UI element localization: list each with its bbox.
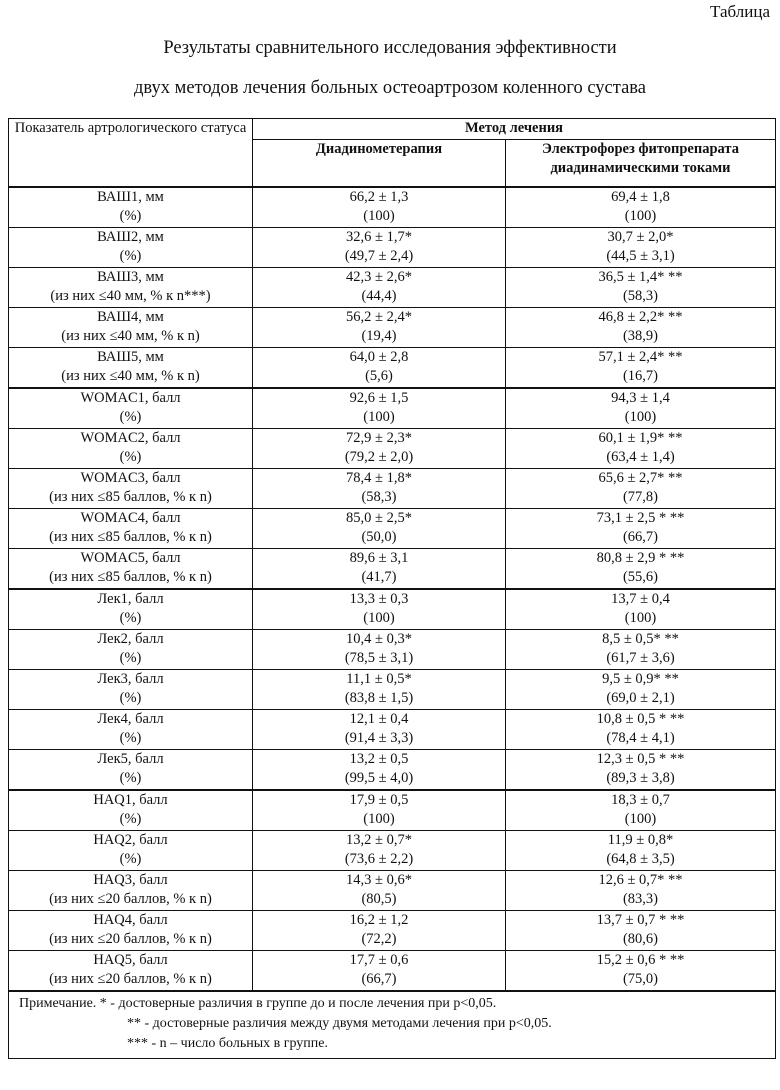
cell-value: 89,6 ± 3,1: [349, 549, 409, 566]
indicator-cell: [9, 508, 253, 548]
cell-percent: (19,4): [361, 328, 397, 344]
cell-percent: (66,7): [361, 971, 397, 987]
table-row: [9, 709, 776, 749]
diadynamometry-cell: [253, 910, 506, 950]
cell-percent: (%): [119, 610, 142, 626]
cell-percent: (99,5 ± 4,0): [344, 770, 414, 786]
cell-percent: (83,3): [622, 891, 659, 907]
indicator-cell: [9, 749, 253, 790]
cell-value: ВАШ4, мм: [97, 308, 164, 325]
cell-value: 13,2 ± 0,7*: [346, 831, 412, 848]
table-row: [9, 428, 776, 468]
indicator-cell: [9, 388, 253, 429]
cell-percent: (55,6): [622, 569, 659, 585]
cell-percent: (%): [119, 208, 142, 224]
electrophoresis-cell: [506, 307, 776, 347]
cell-value: 69,4 ± 1,8: [611, 188, 670, 205]
cell-value: 12,1 ± 0,4: [349, 710, 409, 727]
table-row: [9, 227, 776, 267]
diadynamometry-cell: [253, 669, 506, 709]
cell-value: 72,9 ± 2,3*: [346, 429, 412, 446]
cell-percent: (100): [624, 811, 657, 827]
indicator-cell: [9, 830, 253, 870]
table-row: [9, 830, 776, 870]
electrophoresis-cell: [506, 227, 776, 267]
electrophoresis-cell: [506, 589, 776, 630]
cell-percent: (66,7): [622, 529, 659, 545]
indicator-cell: [9, 227, 253, 267]
cell-value: 56,2 ± 2,4*: [346, 308, 412, 325]
indicator-cell: [9, 347, 253, 388]
results-table: [8, 118, 776, 1059]
cell-value: 36,5 ± 1,4* **: [598, 268, 683, 285]
cell-value: 57,1 ± 2,4* **: [598, 348, 683, 365]
cell-value: 13,7 ± 0,7 * **: [596, 911, 685, 928]
electrophoresis-cell: [506, 347, 776, 388]
cell-percent: (из них ≤20 баллов, % к n): [49, 931, 212, 947]
cell-value: 17,7 ± 0,6: [349, 951, 409, 968]
indicator-cell: [9, 950, 253, 991]
cell-percent: (100): [624, 610, 657, 626]
diadynamometry-cell: [253, 307, 506, 347]
cell-value: Лек5, балл: [97, 750, 164, 767]
cell-value: 30,7 ± 2,0*: [607, 228, 674, 245]
note-line-1: Примечание. * - достоверные различия в группе до и после лечения при p<0,05.: [19, 995, 497, 1011]
cell-value: 15,2 ± 0,6 * **: [596, 951, 685, 968]
cell-percent: (49,7 ± 2,4): [344, 248, 414, 264]
diadynamometry-cell: [253, 790, 506, 831]
cell-percent: (из них ≤40 мм, % к n): [61, 328, 200, 344]
cell-value: 14,3 ± 0,6*: [346, 871, 412, 888]
indicator-cell: [9, 669, 253, 709]
cell-percent: (100): [363, 811, 395, 827]
cell-percent: (83,8 ± 1,5): [344, 690, 414, 706]
cell-percent: (100): [363, 610, 395, 626]
cell-value: 32,6 ± 1,7*: [346, 228, 412, 245]
electrophoresis-cell: [506, 428, 776, 468]
electrophoresis-cell: [506, 790, 776, 831]
table-row: [9, 749, 776, 790]
cell-value: ВАШ3, мм: [97, 268, 164, 285]
cell-percent: (78,5 ± 3,1): [344, 650, 414, 666]
cell-percent: (44,4): [361, 288, 397, 304]
notes: [9, 991, 776, 1059]
cell-percent: (%): [119, 449, 142, 465]
cell-percent: (5,6): [365, 368, 393, 384]
cell-value: 12,3 ± 0,5 * **: [596, 750, 685, 767]
electrophoresis-cell: [506, 950, 776, 991]
diadynamometry-cell: [253, 267, 506, 307]
header-electrophoresis: Электрофорез фитопрепарата диадинамическими токами: [506, 139, 776, 187]
cell-value: HAQ1, балл: [93, 791, 168, 808]
diadynamometry-cell: [253, 548, 506, 589]
cell-value: HAQ4, балл: [93, 911, 168, 928]
cell-percent: (89,3 ± 3,8): [606, 770, 675, 786]
indicator-cell: [9, 870, 253, 910]
cell-value: 66,2 ± 1,3: [349, 188, 409, 205]
cell-value: 9,5 ± 0,9* **: [602, 670, 679, 687]
cell-value: 12,6 ± 0,7* **: [598, 871, 683, 888]
cell-percent: (из них ≤20 баллов, % к n): [49, 971, 212, 987]
diadynamometry-cell: [253, 830, 506, 870]
diadynamometry-cell: [253, 428, 506, 468]
cell-percent: (из них ≤40 мм, % к n***): [50, 288, 211, 304]
cell-percent: (100): [624, 208, 657, 224]
cell-value: 42,3 ± 2,6*: [346, 268, 412, 285]
diadynamometry-cell: [253, 187, 506, 228]
cell-value: HAQ2, балл: [93, 831, 168, 848]
note-row: [9, 991, 776, 1059]
cell-percent: (78,4 ± 4,1): [606, 730, 675, 746]
cell-percent: (из них ≤85 баллов, % к n): [49, 489, 212, 505]
cell-percent: (50,0): [361, 529, 397, 545]
indicator-cell: [9, 267, 253, 307]
cell-percent: (44,5 ± 3,1): [606, 248, 675, 264]
table-label: Таблица: [710, 2, 770, 21]
note-line-2: ** - достоверные различия между двумя методами лечения при p<0,05.: [127, 1015, 552, 1031]
cell-value: 11,9 ± 0,8*: [607, 831, 674, 848]
electrophoresis-cell: [506, 910, 776, 950]
cell-percent: (79,2 ± 2,0): [344, 449, 414, 465]
cell-value: 73,1 ± 2,5 * **: [596, 509, 685, 526]
electrophoresis-cell: [506, 830, 776, 870]
cell-value: 16,2 ± 1,2: [349, 911, 409, 928]
indicator-cell: [9, 790, 253, 831]
cell-percent: (100): [363, 409, 395, 425]
cell-percent: (58,3): [622, 288, 659, 304]
electrophoresis-cell: [506, 508, 776, 548]
cell-value: Лек1, балл: [97, 590, 164, 607]
table-row: [9, 468, 776, 508]
electrophoresis-cell: [506, 749, 776, 790]
cell-value: 92,6 ± 1,5: [349, 389, 409, 406]
header-method: Метод лечения: [253, 119, 776, 140]
table-row: [9, 388, 776, 429]
cell-value: 10,4 ± 0,3*: [346, 630, 412, 647]
cell-percent: (%): [119, 851, 142, 867]
cell-percent: (%): [119, 811, 142, 827]
table-row: [9, 508, 776, 548]
indicator-cell: [9, 307, 253, 347]
electrophoresis-cell: [506, 468, 776, 508]
diadynamometry-cell: [253, 950, 506, 991]
cell-value: 78,4 ± 1,8*: [346, 469, 412, 486]
cell-percent: (41,7): [361, 569, 397, 585]
table-row: [9, 910, 776, 950]
electrophoresis-cell: [506, 267, 776, 307]
cell-percent: (61,7 ± 3,6): [606, 650, 675, 666]
cell-percent: (64,8 ± 3,5): [606, 851, 675, 867]
indicator-cell: [9, 629, 253, 669]
diadynamometry-cell: [253, 227, 506, 267]
table-row: [9, 589, 776, 630]
cell-value: 46,8 ± 2,2* **: [598, 308, 683, 325]
cell-value: HAQ3, балл: [93, 871, 168, 888]
indicator-cell: [9, 468, 253, 508]
cell-percent: (75,0): [622, 971, 659, 987]
table-body: [9, 187, 776, 991]
cell-value: Лек3, балл: [97, 670, 164, 687]
diadynamometry-cell: [253, 468, 506, 508]
cell-percent: (100): [624, 409, 657, 425]
cell-percent: (80,5): [361, 891, 397, 907]
cell-percent: (38,9): [622, 328, 659, 344]
indicator-cell: [9, 548, 253, 589]
indicator-cell: [9, 709, 253, 749]
cell-percent: (из них ≤85 баллов, % к n): [49, 529, 212, 545]
table-row: [9, 790, 776, 831]
cell-value: 94,3 ± 1,4: [611, 389, 670, 406]
diadynamometry-cell: [253, 589, 506, 630]
cell-percent: (80,6): [622, 931, 659, 947]
cell-value: WOMAC3, балл: [80, 469, 181, 486]
indicator-cell: [9, 428, 253, 468]
diadynamometry-cell: [253, 870, 506, 910]
table-row: [9, 629, 776, 669]
cell-percent: (из них ≤40 мм, % к n): [61, 368, 200, 384]
cell-value: HAQ5, балл: [93, 951, 168, 968]
table-row: [9, 669, 776, 709]
cell-percent: (из них ≤20 баллов, % к n): [49, 891, 212, 907]
electrophoresis-cell: [506, 709, 776, 749]
header-indicator: Показатель артрологического статуса: [9, 119, 253, 187]
electrophoresis-cell: [506, 629, 776, 669]
diadynamometry-cell: [253, 347, 506, 388]
cell-percent: (%): [119, 409, 142, 425]
cell-value: 80,8 ± 2,9 * **: [596, 549, 685, 566]
cell-percent: (%): [119, 730, 142, 746]
cell-value: 65,6 ± 2,7* **: [598, 469, 683, 486]
indicator-cell: [9, 589, 253, 630]
cell-value: 10,8 ± 0,5 * **: [596, 710, 685, 727]
cell-percent: (58,3): [361, 489, 397, 505]
cell-value: 18,3 ± 0,7: [611, 791, 670, 808]
diadynamometry-cell: [253, 508, 506, 548]
cell-percent: (%): [119, 650, 142, 666]
cell-value: Лек4, балл: [97, 710, 164, 727]
cell-value: 85,0 ± 2,5*: [346, 509, 412, 526]
cell-value: WOMAC4, балл: [80, 509, 181, 526]
cell-percent: (72,2): [361, 931, 397, 947]
diadynamometry-cell: [253, 388, 506, 429]
cell-value: 17,9 ± 0,5: [349, 791, 409, 808]
title-line-2: двух методов лечения больных остеоартрозом коленного сустава: [134, 78, 646, 98]
cell-percent: (из них ≤85 баллов, % к n): [49, 569, 212, 585]
diadynamometry-cell: [253, 629, 506, 669]
electrophoresis-cell: [506, 870, 776, 910]
cell-value: WOMAC1, балл: [80, 389, 181, 406]
indicator-cell: [9, 910, 253, 950]
electrophoresis-cell: [506, 669, 776, 709]
cell-value: Лек2, балл: [97, 630, 164, 647]
table-row: [9, 870, 776, 910]
cell-value: ВАШ5, мм: [97, 348, 164, 365]
indicator-cell: [9, 187, 253, 228]
title-line-1: Результаты сравнительного исследования эффективности: [163, 38, 617, 58]
cell-value: 13,7 ± 0,4: [611, 590, 670, 607]
cell-percent: (%): [119, 690, 142, 706]
cell-value: WOMAC2, балл: [80, 429, 181, 446]
cell-value: 60,1 ± 1,9* **: [598, 429, 683, 446]
header-diadynamometry: Диадинометерапия: [253, 139, 506, 187]
electrophoresis-cell: [506, 187, 776, 228]
note-line-3: *** - n – число больных в группе.: [127, 1035, 328, 1051]
table-row: [9, 267, 776, 307]
cell-value: WOMAC5, балл: [80, 549, 181, 566]
cell-value: 13,2 ± 0,5: [349, 750, 409, 767]
table-row: [9, 307, 776, 347]
diadynamometry-cell: [253, 709, 506, 749]
cell-percent: (63,4 ± 1,4): [606, 449, 675, 465]
table-row: [9, 950, 776, 991]
cell-value: 8,5 ± 0,5* **: [602, 630, 679, 647]
cell-percent: (73,6 ± 2,2): [344, 851, 414, 867]
cell-value: 64,0 ± 2,8: [349, 348, 409, 365]
cell-value: 13,3 ± 0,3: [349, 590, 409, 607]
cell-value: ВАШ1, мм: [97, 188, 164, 205]
cell-percent: (91,4 ± 3,3): [344, 730, 414, 746]
electrophoresis-cell: [506, 548, 776, 589]
cell-percent: (77,8): [622, 489, 659, 505]
cell-percent: (69,0 ± 2,1): [606, 690, 675, 706]
diadynamometry-cell: [253, 749, 506, 790]
electrophoresis-cell: [506, 388, 776, 429]
cell-percent: (%): [119, 248, 142, 264]
table-row: [9, 548, 776, 589]
header-row-1: [9, 119, 776, 140]
cell-percent: (100): [363, 208, 395, 224]
cell-value: ВАШ2, мм: [97, 228, 164, 245]
cell-value: 11,1 ± 0,5*: [346, 670, 412, 687]
cell-percent: (%): [119, 770, 142, 786]
cell-percent: (16,7): [622, 368, 659, 384]
table-row: [9, 187, 776, 228]
table-row: [9, 347, 776, 388]
